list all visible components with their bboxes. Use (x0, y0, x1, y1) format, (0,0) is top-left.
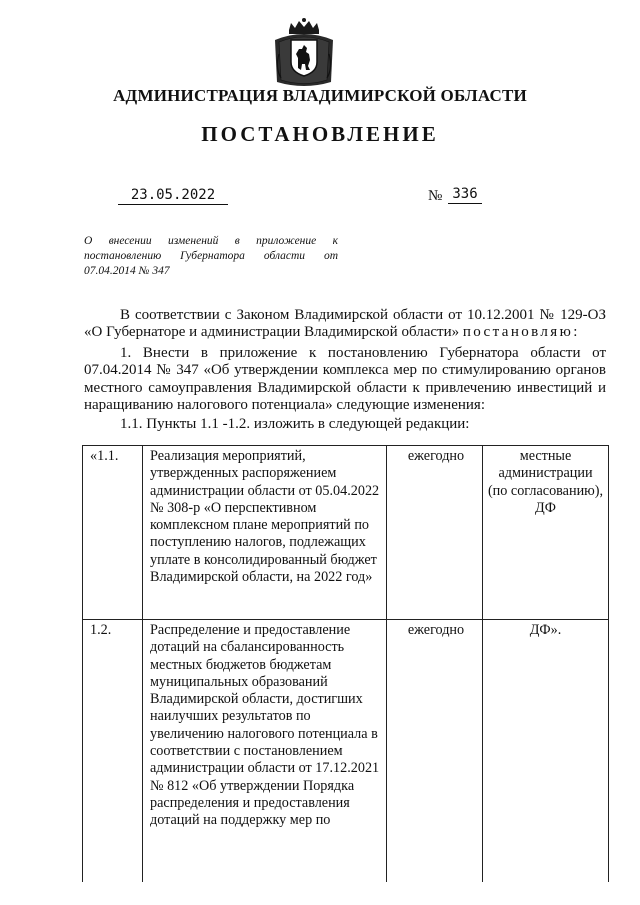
organization-title: АДМИНИСТРАЦИЯ ВЛАДИМИРСКОЙ ОБЛАСТИ (113, 86, 527, 105)
document-subject: О внесении изменений в приложение к постановлению Губернатора области от 07.04.2014 № 347 (84, 235, 338, 277)
coat-of-arms-icon (271, 18, 337, 90)
row-number: «1.1. (83, 446, 143, 620)
number-label: № (428, 188, 443, 204)
clause-1-1-paragraph: 1.1. Пункты 1.1 -1.2. изложить в следующей редакции: (120, 416, 470, 432)
preamble-paragraph (84, 307, 606, 342)
document-date: 23.05.2022 (118, 187, 228, 205)
document-type-title: ПОСТАНОВЛЕНИЕ (201, 122, 439, 146)
row-period: ежегодно (387, 446, 483, 620)
preamble-text: В соответствии с Законом Владимирской области от 10.12.2001 № 129-ОЗ «О Губернаторе и администрации Владимирской области» (84, 307, 606, 341)
row-number: 1.2. (83, 620, 143, 883)
table-row (83, 446, 609, 620)
row-measure: Реализация мероприятий, утвержденных распоряжением администрации области от 05.04.2022 № 308-р «О перспективном комплексном плане мероприятий по поступлению налогов, подлежащих уплате в консолидированный бюджет Владимирской области, на 2022 год» (143, 446, 387, 620)
clause-1-paragraph: 1. Внести в приложение к постановлению Губернатора области от 07.04.2014 № 347 «Об утверждении комплекса мер по стимулированию органов местного самоуправления Владимирской области к привлечению инвестиций и наращиванию налогового потенциала» следующие изменения: (84, 345, 606, 414)
resolve-word: постановляю: (462, 324, 580, 341)
document-number: 336 (448, 186, 482, 204)
measures-table (82, 445, 609, 882)
row-responsible: ДФ». (483, 620, 609, 883)
table-row (83, 620, 609, 883)
row-period: ежегодно (387, 620, 483, 883)
row-measure: Распределение и предоставление дотаций на сбалансированность местных бюджетов бюджетам муниципальных образований Владимирской области, достигших наилучших результатов по увеличению налогового потенциала в соответствии с постановлением администрации области от 17.12.2021 № 812 «Об утверждении Порядка распределения и предоставления дотаций на поддержку мер по (143, 620, 387, 883)
row-responsible: местные администрации (по согласованию), ДФ (483, 446, 609, 620)
